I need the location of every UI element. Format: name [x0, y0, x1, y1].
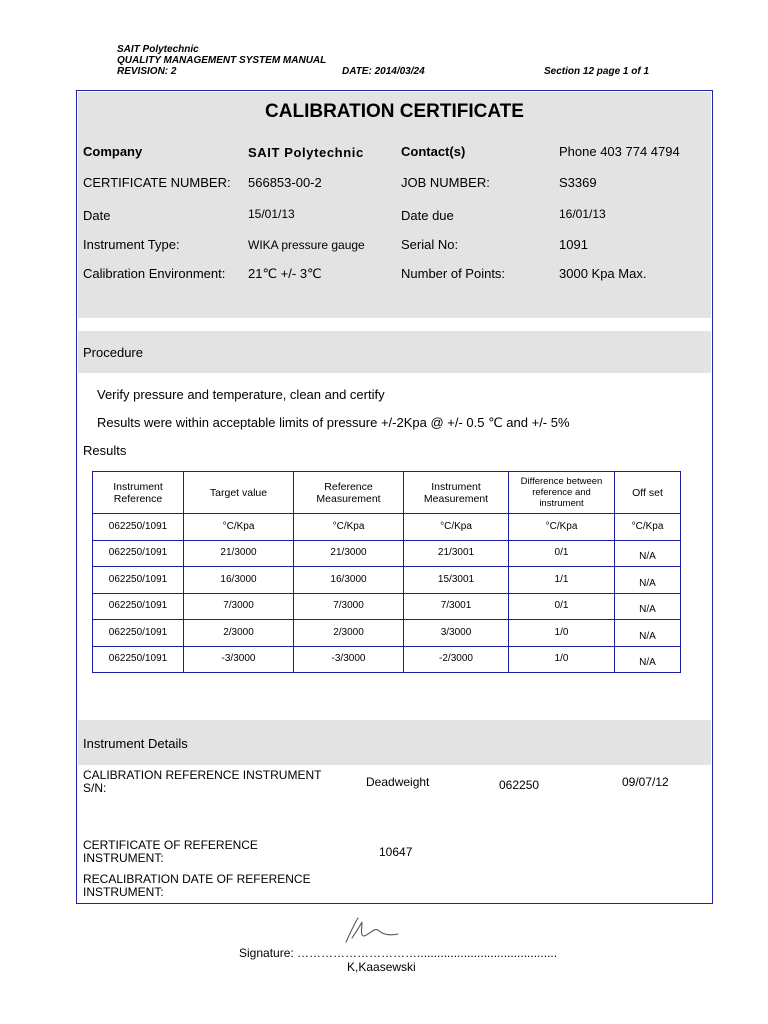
- cal-ref-type: Deadweight: [366, 775, 430, 789]
- signatory-name: K,Kaasewski: [347, 960, 416, 974]
- procedure-line-1: Verify pressure and temperature, clean and certify: [97, 387, 385, 402]
- table-cell: 15/3001: [404, 567, 509, 594]
- signature-line: Signature: …………………………..........................................: [239, 946, 558, 960]
- col-offset: Off set: [615, 472, 681, 514]
- table-cell: °C/Kpa: [615, 514, 681, 541]
- certificate-frame: [76, 90, 713, 904]
- table-cell: 7/3001: [404, 593, 509, 620]
- col-instrument-reference: Instrument Reference: [93, 472, 184, 514]
- points-value: 3000 Kpa Max.: [559, 266, 647, 281]
- table-cell: 062250/1091: [93, 567, 184, 594]
- header-section: Section 12 page 1 of 1: [544, 66, 650, 77]
- table-cell: 062250/1091: [93, 620, 184, 647]
- table-cell: 7/3000: [294, 593, 404, 620]
- table-cell: -2/3000: [404, 646, 509, 673]
- table-row: [93, 620, 681, 647]
- cal-ref-date: 09/07/12: [622, 775, 669, 789]
- header-revision: REVISION: 2: [117, 66, 177, 77]
- table-cell: 1/0: [509, 620, 615, 647]
- table-cell: °C/Kpa: [184, 514, 294, 541]
- table-cell: -3/3000: [294, 646, 404, 673]
- table-cell: °C/Kpa: [294, 514, 404, 541]
- serial-label: Serial No:: [401, 237, 459, 252]
- table-row: [93, 540, 681, 567]
- table-cell: 16/3000: [294, 567, 404, 594]
- cert-ref-value: 10647: [379, 845, 413, 859]
- cert-number-value: 566853-00-2: [248, 175, 322, 190]
- table-cell: 2/3000: [184, 620, 294, 647]
- results-table: [92, 471, 681, 673]
- table-cell: 16/3000: [184, 567, 294, 594]
- table-row: [93, 567, 681, 594]
- table-row: [93, 514, 681, 541]
- cert-ref-label: CERTIFICATE OF REFERENCE INSTRUMENT:: [83, 838, 258, 865]
- table-row: [93, 646, 681, 673]
- contacts-value: Phone 403 774 4794: [559, 144, 680, 159]
- table-cell: °C/Kpa: [404, 514, 509, 541]
- table-cell: N/A: [615, 646, 681, 673]
- table-cell: 062250/1091: [93, 593, 184, 620]
- table-cell: 1/0: [509, 646, 615, 673]
- procedure-heading: Procedure: [83, 345, 143, 360]
- header-org: SAIT Polytechnic: [117, 44, 199, 55]
- info-band: [78, 92, 711, 318]
- header-date: DATE: 2014/03/24: [342, 66, 425, 77]
- contacts-label: Contact(s): [401, 144, 466, 159]
- job-number-label: JOB NUMBER:: [401, 175, 490, 190]
- job-number-value: S3369: [559, 175, 597, 190]
- results-header-row: [93, 472, 681, 514]
- col-target-value: Target value: [184, 472, 294, 514]
- company-value: SAIT Polytechnic: [248, 145, 364, 160]
- recal-label: RECALIBRATION DATE OF REFERENCE INSTRUMENT:: [83, 872, 311, 899]
- table-cell: -3/3000: [184, 646, 294, 673]
- header-manual: QUALITY MANAGEMENT SYSTEM MANUAL: [117, 55, 327, 66]
- instrument-type-value: WIKA pressure gauge: [248, 238, 365, 252]
- env-value: 21℃ +/- 3℃: [248, 266, 322, 281]
- table-cell: 062250/1091: [93, 646, 184, 673]
- date-due-value: 16/01/13: [559, 207, 606, 221]
- signature-scribble-icon: [340, 914, 400, 948]
- date-label: Date: [83, 208, 111, 223]
- env-label: Calibration Environment:: [83, 266, 226, 281]
- col-reference-measurement: Reference Measurement: [294, 472, 404, 514]
- table-cell: N/A: [615, 593, 681, 620]
- col-instrument-measurement: Instrument Measurement: [404, 472, 509, 514]
- table-cell: 062250/1091: [93, 540, 184, 567]
- col-difference: Difference between reference and instrument: [509, 472, 615, 514]
- table-cell: N/A: [615, 567, 681, 594]
- table-cell: 062250/1091: [93, 514, 184, 541]
- instrument-type-label: Instrument Type:: [83, 237, 180, 252]
- company-label: Company: [83, 144, 143, 159]
- table-cell: N/A: [615, 540, 681, 567]
- table-cell: 21/3000: [294, 540, 404, 567]
- table-cell: 3/3000: [404, 620, 509, 647]
- table-row: [93, 593, 681, 620]
- cal-ref-sn: 062250: [499, 778, 540, 792]
- table-cell: 2/3000: [294, 620, 404, 647]
- table-cell: 21/3000: [184, 540, 294, 567]
- cert-number-label: CERTIFICATE NUMBER:: [83, 175, 231, 190]
- date-due-label: Date due: [401, 208, 454, 223]
- procedure-band: [78, 331, 711, 373]
- table-cell: N/A: [615, 620, 681, 647]
- certificate-title: CALIBRATION CERTIFICATE: [265, 101, 524, 122]
- table-cell: 7/3000: [184, 593, 294, 620]
- date-value: 15/01/13: [248, 207, 295, 221]
- cal-ref-label: CALIBRATION REFERENCE INSTRUMENT S/N:: [83, 768, 322, 795]
- table-cell: 0/1: [509, 593, 615, 620]
- results-heading: Results: [83, 443, 127, 458]
- table-cell: 0/1: [509, 540, 615, 567]
- procedure-line-2: Results were within acceptable limits of pressure +/-2Kpa @ +/- 0.5 ℃ and +/- 5%: [97, 415, 570, 430]
- table-cell: 21/3001: [404, 540, 509, 567]
- instrument-details-heading: Instrument Details: [83, 736, 188, 751]
- serial-value: 1091: [559, 237, 588, 252]
- table-cell: °C/Kpa: [509, 514, 615, 541]
- points-label: Number of Points:: [401, 266, 506, 281]
- table-cell: 1/1: [509, 567, 615, 594]
